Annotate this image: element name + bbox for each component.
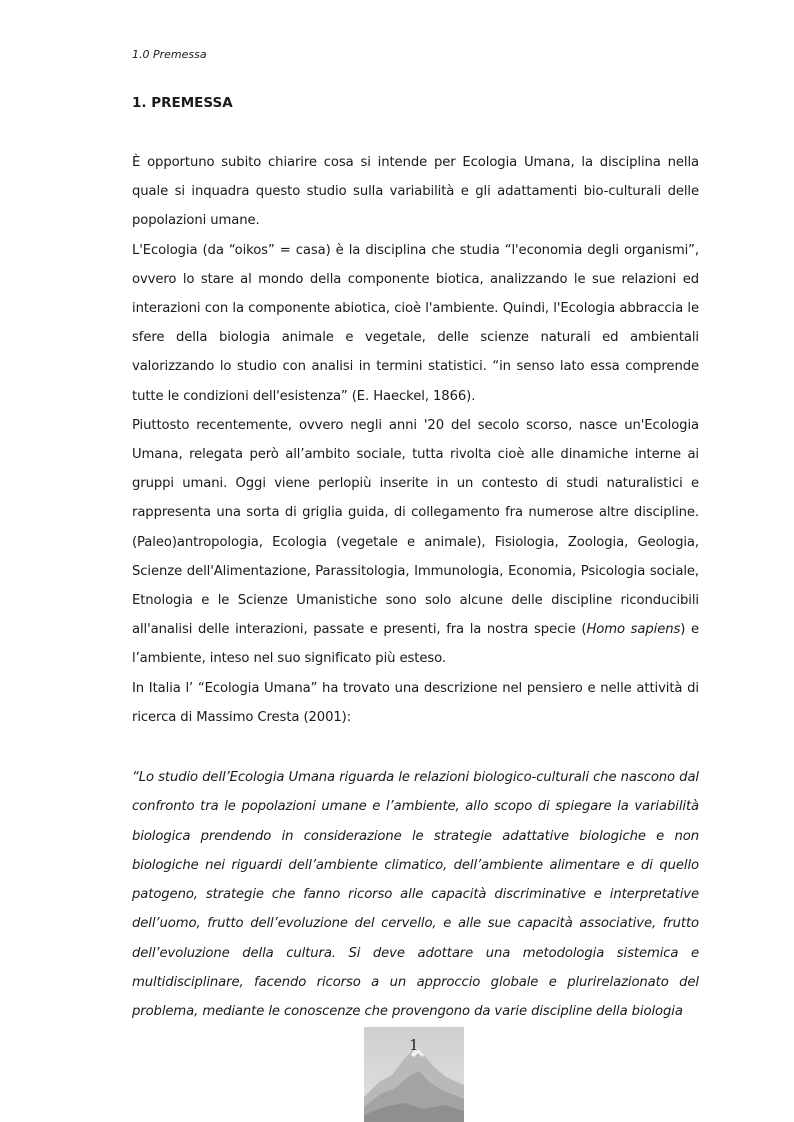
paragraph-ecologia-definition: L'Ecologia (da “oikos” = casa) è la disciplina che studia “l'economia degli organismi”, ovvero lo stare al mondo della componente biotica, analizzando le sue relazioni ed interazioni con la componente abiotica, cioè l'ambiente. Quindi, l'Ecologia abbraccia le sfere della biologia animale e vegetale, delle scienze naturali ed ambientali valorizzando lo studio con analisi in termini statistici. “in senso lato essa comprende tutte le condizioni dell'esistenza” (E. Haeckel, 1866).	[132, 242, 699, 404]
section-heading: 1. PREMESSA	[132, 95, 233, 111]
species-name: Homo sapiens	[586, 622, 681, 638]
paragraph-ecologia-umana-intro: È opportuno subito chiarire cosa si intende per Ecologia Umana, la disciplina nella quale si inquadra questo studio sulla variabilità e gli adattamenti bio-culturali delle popolazioni umane.	[132, 155, 699, 229]
paragraph-text: Piuttosto recentemente, ovvero negli anni '20 del secolo scorso, nasce un'Ecologia Umana, relegata però all’ambito sociale, tutta rivolta cioè alle dinamiche interne ai gruppi umani. Oggi viene perlopiù inserite in un contesto di studi naturalistici e rappresenta una sorta di griglia guida, di collegamento fra numerose altre discipline. (Paleo)antropologia, Ecologia (vegetale e animale), Fisiologia, Zoologia, Geologia, Scienze dell'Alimentazione, Parassitologia, Immunologia, Economia, Psicologia sociale, Etnologia e le Scienze Umanistiche sono solo alcune delle discipline riconducibili all'analisi delle interazioni, passate e presenti, fra la nostra specie (	[132, 417, 699, 638]
page-number: 1	[409, 1036, 419, 1054]
paragraph-text: ) e l’ambiente, inteso nel suo significato più esteso.	[132, 622, 700, 667]
paragraph-italia: In Italia l’ “Ecologia Umana” ha trovato una descrizione nel pensiero e nelle attività di ricerca di Massimo Cresta (2001):	[132, 680, 699, 725]
running-header: 1.0 Premessa	[132, 48, 207, 61]
block-quote: “Lo studio dell’Ecologia Umana riguarda le relazioni biologico-culturali che nascono dal confronto tra le popolazioni umane e l’ambiente, allo scopo di spiegare la variabilità biologica prendendo in considerazione le strategie adattative biologiche e non biologiche nei riguardi dell’ambiente climatico, dell’ambiente alimentare e di quello patogeno, strategie che fanno ricorso alle capacità discriminative e interpretative dell’uomo, frutto dell’evoluzione del cervello, e alle sue capacità associative, frutto dell’evoluzione della cultura. Si deve adottare una metodologia sistemica e multidisciplinare, facendo ricorso a un approccio globale e plurirelazionato del problema, mediante le conoscenze che provengono da varie discipline della biologia	[132, 770, 699, 1020]
paragraph-ecologia-umana-history	[132, 411, 699, 674]
body-text	[132, 148, 699, 732]
